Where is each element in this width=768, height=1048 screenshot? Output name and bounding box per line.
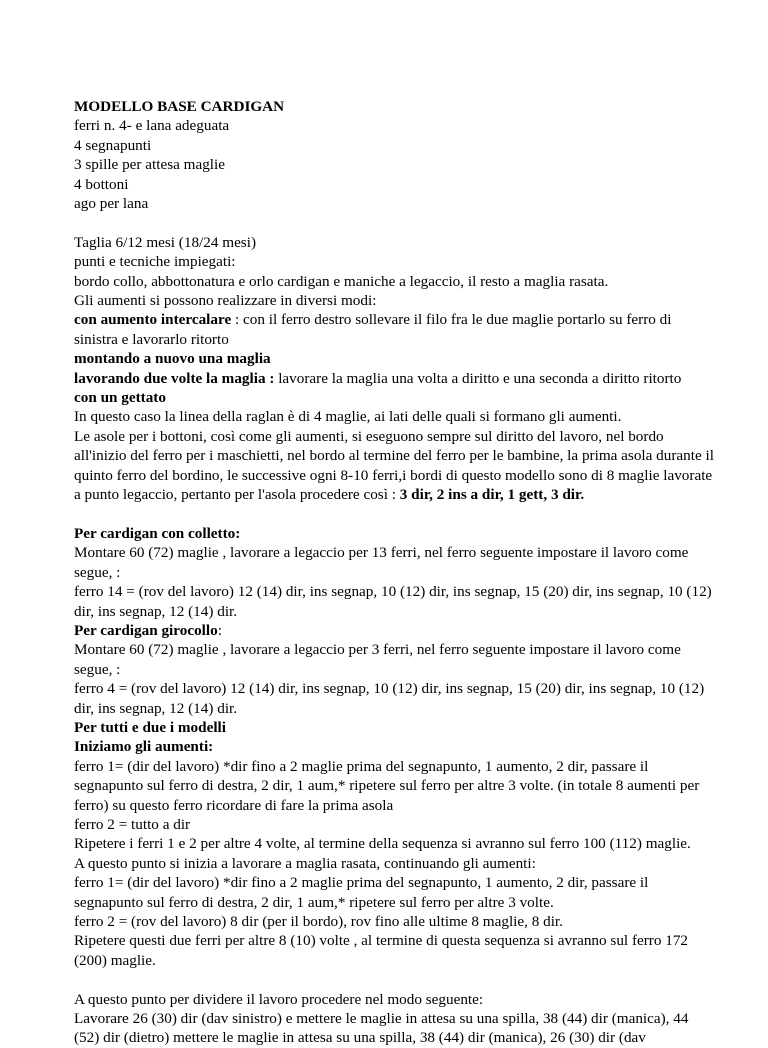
raglan-note: In questo caso la linea della raglan è di 4 maglie, ai lati delle quali si formano gli aumenti.: [74, 408, 622, 426]
stockinette-note: A questo punto si inizia a lavorare a maglia rasata, continuando gli aumenti:: [74, 854, 536, 872]
material-item: 3 spille per attesa maglie: [74, 156, 225, 174]
buttonhole-note: Le asole per i bottoni, così come gli aumenti, si eseguono sempre sul diritto del lavoro, nel bordo all'inizio del ferro per i maschietti, nel bordo al termine del ferro per le bambine, la prima asola durante il quinto ferro del bordino, le successive ogni 8-10 ferri,i bordi di questo modello sono di 8 maglie lavorate a punto legaccio, pertanto per l'asola procedere così : 3 dir, 2 ins a dir, 1 gett, 3 dir.: [74, 427, 714, 504]
techniques-text: bordo collo, abbottonatura e orlo cardigan e maniche a legaccio, il resto a maglia rasata.: [74, 272, 609, 290]
material-item: ferri n. 4- e lana adeguata: [74, 117, 230, 135]
row-2b-instructions: ferro 2 = (rov del lavoro) 8 dir (per il bordo), rov fino alle ultime 8 maglie, 8 dir.: [74, 913, 563, 931]
increase-method-3: lavorando due volte la maglia : lavorare la maglia una volta a diritto e una seconda a diritto ritorto: [74, 369, 682, 387]
crew-row: ferro 4 = (rov del lavoro) 12 (14) dir, ins segnap, 10 (12) dir, ins segnap, 15 (20) dir, ins segnap, 10 (12) dir, ins segnap, 12 (14) dir.: [74, 680, 705, 717]
collar-row: ferro 14 = (rov del lavoro) 12 (14) dir, ins segnap, 10 (12) dir, ins segnap, 15 (20) dir, ins segnap, 10 (12) dir, ins segnap, 12 (14) dir.: [74, 583, 712, 620]
repeat-instructions: Ripetere i ferri 1 e 2 per altre 4 volte, al termine della sequenza si avranno sul ferro 100 (112) maglie.: [74, 835, 691, 853]
increase-method-1: con aumento intercalare : con il ferro destro sollevare il filo fra le due maglie portarlo su ferro di sinistra e lavorarlo ritorto: [74, 311, 672, 348]
divide-intro: A questo punto per dividere il lavoro procedere nel modo seguente:: [74, 990, 484, 1008]
crew-cast-on: Montare 60 (72) maglie , lavorare a legaccio per 3 ferri, nel ferro seguente impostare il lavoro come segue, :: [74, 641, 681, 678]
material-item: ago per lana: [74, 195, 149, 213]
material-item: 4 segnapunti: [74, 136, 152, 154]
collar-title: Per cardigan con colletto:: [74, 524, 241, 542]
document-page: [74, 97, 714, 1048]
row-2-instructions: ferro 2 = tutto a dir: [74, 816, 191, 833]
size-line: Taglia 6/12 mesi (18/24 mesi): [74, 233, 256, 251]
crew-title: Per cardigan girocollo:: [74, 621, 222, 639]
row-1b-instructions: ferro 1= (dir del lavoro) *dir fino a 2 maglie prima del segnapunto, 1 aumento, 2 dir, passare il segnapunto sul ferro di destra, 2 dir, 1 aum,* ripetere sul ferro per altre 3 volte.: [74, 874, 649, 911]
increase-method-2: montando a nuovo una maglia: [74, 350, 271, 368]
start-increases-title: Iniziamo gli aumenti:: [74, 738, 214, 756]
collar-cast-on: Montare 60 (72) maglie , lavorare a legaccio per 13 ferri, nel ferro seguente impostare il lavoro come segue, :: [74, 544, 689, 581]
row-1-instructions: ferro 1= (dir del lavoro) *dir fino a 2 maglie prima del segnapunto, 1 aumento, 2 dir, passare il segnapunto sul ferro di destra, 2 dir, 1 aum,* ripetere sul ferro per altre 3 volte. (in totale 8 aumenti per ferro) su questo ferro ricordare di fare la prima asola: [74, 757, 700, 814]
both-title: Per tutti e due i modelli: [74, 718, 226, 736]
material-item: 4 bottoni: [74, 175, 129, 193]
techniques-label: punti e tecniche impiegati:: [74, 253, 236, 271]
document-title: MODELLO BASE CARDIGAN: [74, 98, 285, 115]
repeat-2-instructions: Ripetere questi due ferri per altre 8 (10) volte , al termine di questa sequenza si avranno sul ferro 172 (200) maglie.: [74, 932, 689, 969]
increases-intro: Gli aumenti si possono realizzare in diversi modi:: [74, 292, 377, 310]
divide-text: Lavorare 26 (30) dir (dav sinistro) e mettere le maglie in attesa su una spilla, 38 (44) dir (manica), 44 (52) dir (dietro) mettere le maglie in attesa su una spilla, 38 (44) dir (manica), 26 (30) dir (dav: [74, 1010, 689, 1047]
increase-method-4: con un gettato: [74, 389, 166, 407]
